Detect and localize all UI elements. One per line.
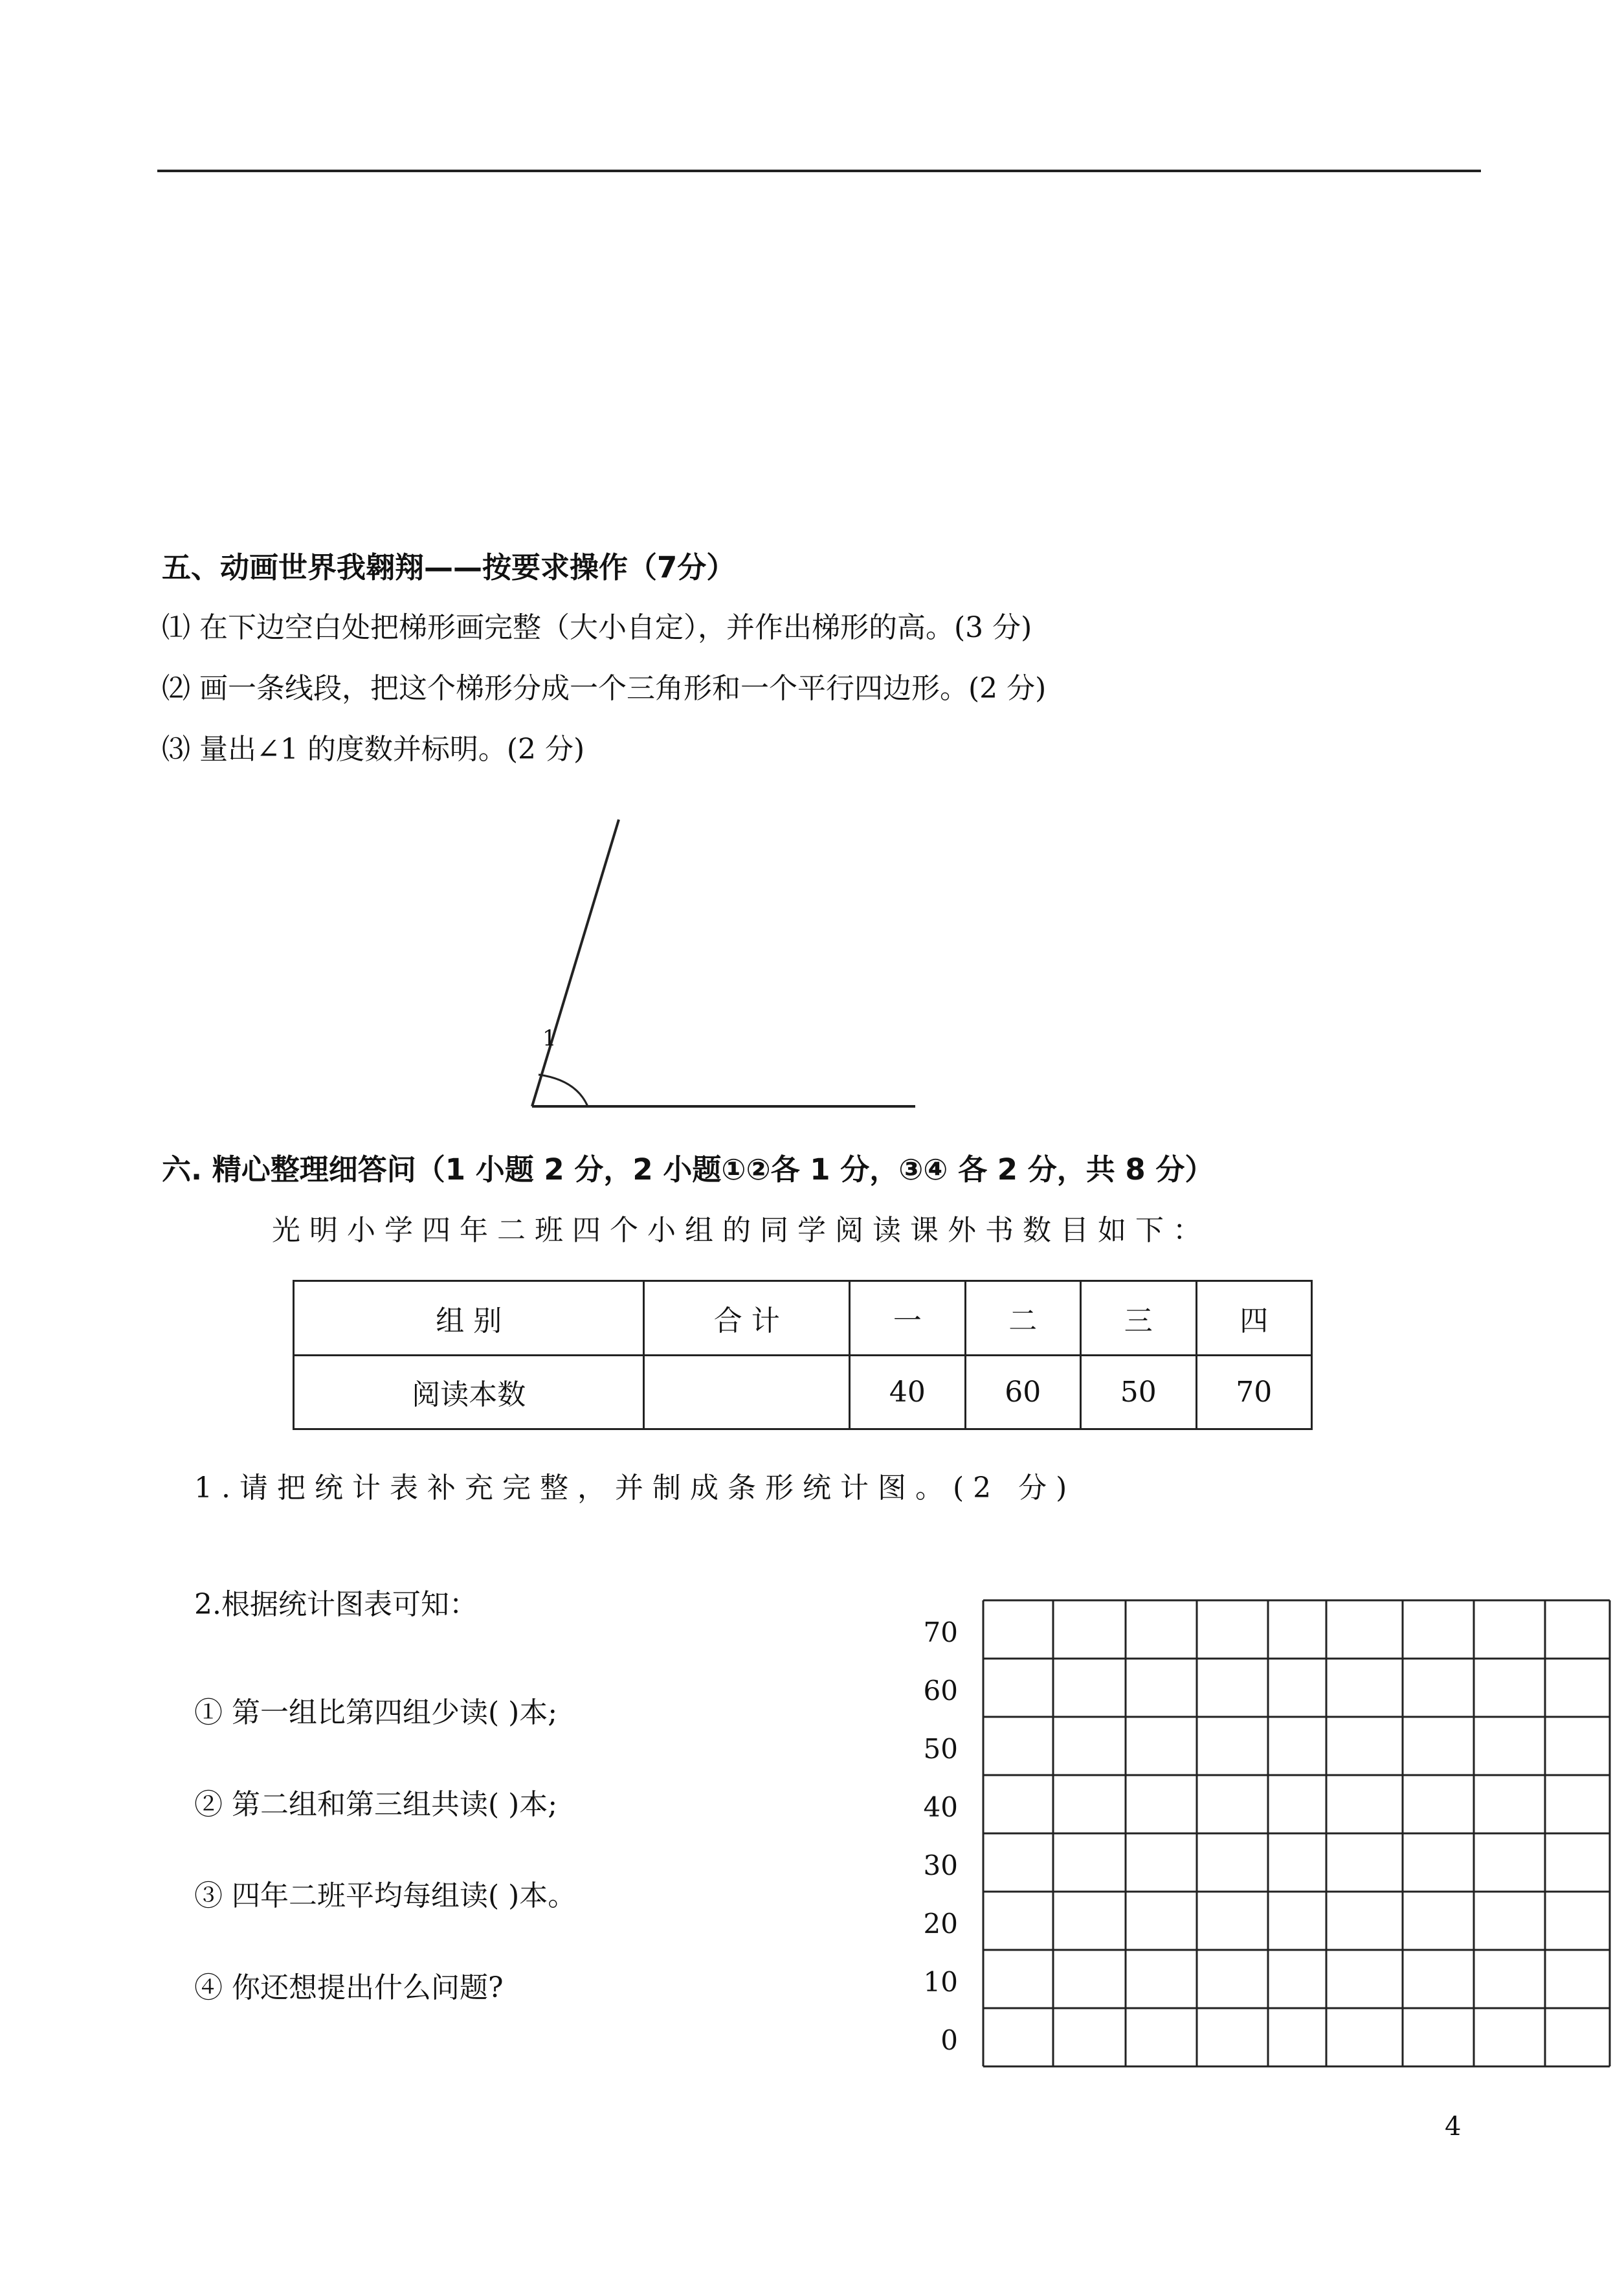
grid-y-label: 60: [923, 1675, 958, 1706]
table-header-row: [294, 1281, 1312, 1356]
blank-bar-chart-grid: [982, 1599, 1611, 2069]
question-2-sub-1: ① 第一组比第四组少读( )本;: [194, 1696, 558, 1729]
table-row-label: 阅读本数: [294, 1355, 644, 1429]
section-5-item-1: ⑴ 在下边空白处把梯形画完整（大小自定），并作出梯形的高。(3 分): [162, 611, 1032, 644]
question-2-sub-2: ② 第二组和第三组共读( )本;: [194, 1788, 558, 1821]
reading-stats-table: [293, 1280, 1313, 1430]
table-header-cell: 二: [965, 1281, 1080, 1356]
grid-y-label: 10: [923, 1966, 958, 1998]
angle-label: 1: [542, 1025, 557, 1051]
section-5-item-2: ⑵ 画一条线段，把这个梯形分成一个三角形和一个平行四边形。(2 分): [162, 672, 1047, 705]
table-cell: 40: [850, 1355, 965, 1429]
table-header-cell: 组 别: [294, 1281, 644, 1356]
question-2: 2.根据统计图表可知：: [194, 1588, 478, 1621]
table-header-cell: 合 计: [644, 1281, 850, 1356]
table-cell: 50: [1081, 1355, 1196, 1429]
grid-y-label: 0: [940, 2024, 958, 2056]
table-cell: 70: [1196, 1355, 1312, 1429]
grid-y-label: 70: [923, 1616, 958, 1648]
table-cell: 60: [965, 1355, 1080, 1429]
section-6-intro: 光明小学四年二班四个小组的同学阅读课外书数目如下：: [272, 1214, 1210, 1247]
question-1: 1.请把统计表补充完整，并制成条形统计图。(2 分): [194, 1471, 1076, 1504]
table-row: [294, 1355, 1312, 1429]
table-header-cell: 四: [1196, 1281, 1312, 1356]
table-cell-total: [644, 1355, 850, 1429]
question-2-sub-4: ④ 你还想提出什么问题?: [194, 1971, 504, 2004]
angle-arc: [539, 1075, 588, 1106]
grid-y-label: 50: [923, 1733, 958, 1765]
grid-y-label: 40: [923, 1791, 958, 1823]
grid-y-label: 30: [923, 1850, 958, 1881]
grid-y-label: 20: [923, 1908, 958, 1940]
section-6-title: 六. 精心整理细答问（1 小题 2 分，2 小题①②各 1 分，③④ 各 2 分，共 8 分）: [162, 1152, 1214, 1187]
table-header-cell: 三: [1081, 1281, 1196, 1356]
angle-slanted-side: [532, 820, 619, 1106]
question-2-sub-3: ③ 四年二班平均每组读( )本。: [194, 1879, 577, 1912]
page-number: 4: [1445, 2112, 1462, 2142]
table-header-cell: 一: [850, 1281, 965, 1356]
section-5-title: 五、动画世界我翱翔——按要求操作（7分）: [162, 550, 736, 585]
section-5-item-3: ⑶ 量出∠1 的度数并标明。(2 分): [162, 733, 585, 766]
